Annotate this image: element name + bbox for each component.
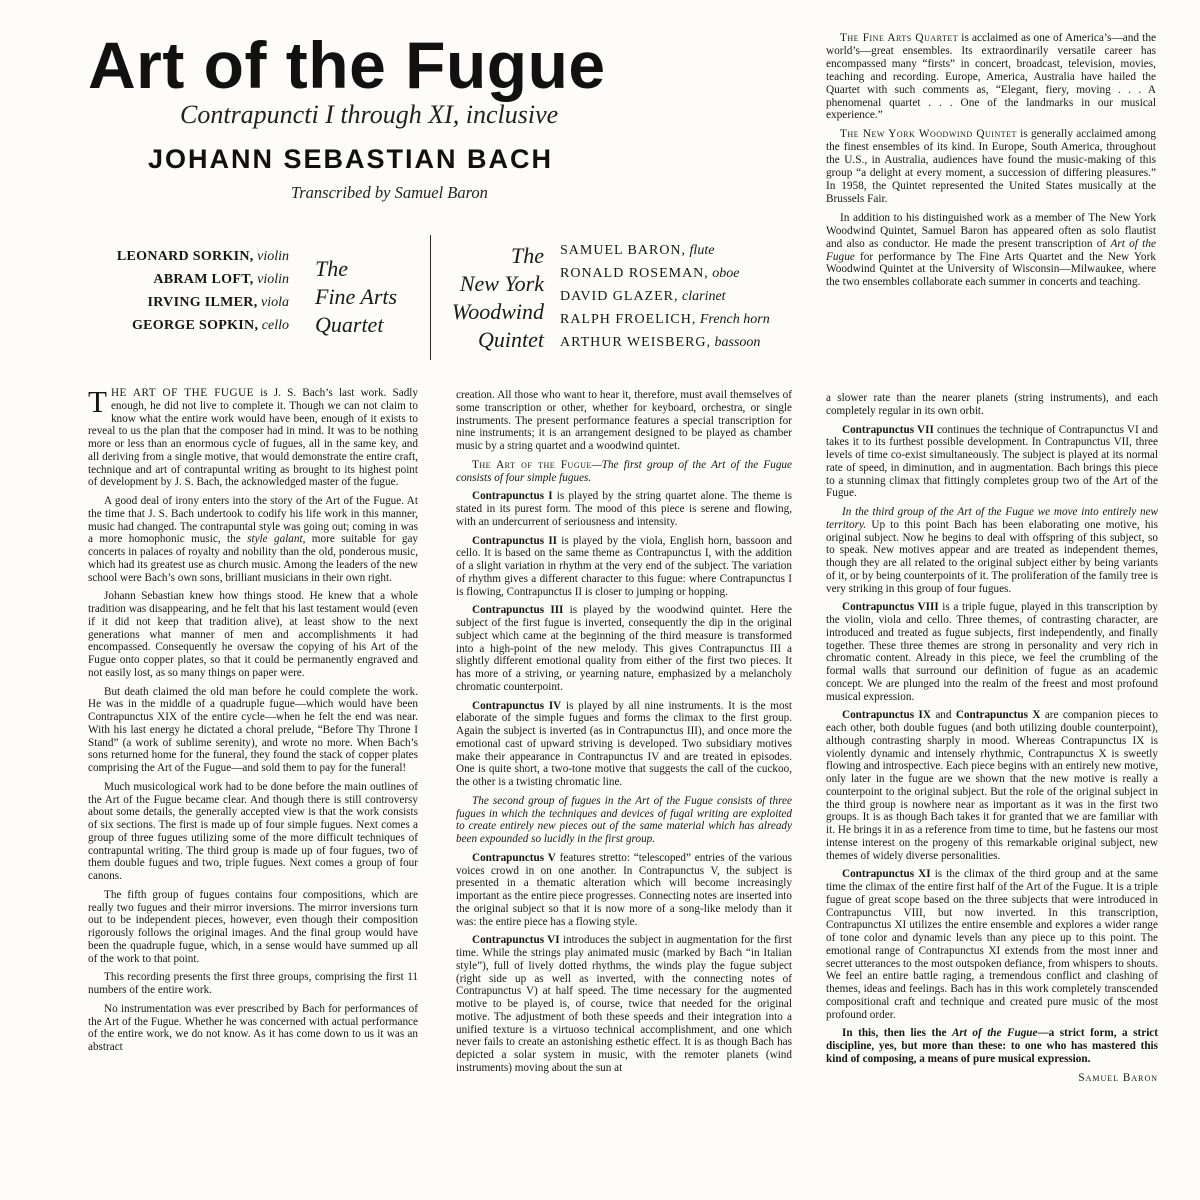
ensemble-name-line: New York: [459, 271, 544, 296]
notes-text: continues the technique of Contrapunctus VI and takes it to its furthest possible development. In Contrapunctus VII, three levels of time co-exist simultaneously. The subject is played at its normal rate of speed, in diminution, and in augmentation. Bach brings this piece to a stunning climax that fittingly completes group two of the Art of the Fugue.: [826, 423, 1159, 500]
member-line: [69, 291, 289, 314]
notes-text: features stretto: “telescoped” entries of the various voices crowd in on one another. In Contrapunctus V, the subject is presented in a thematic alteration which will become increasingly important as the entire piece progresses. Connecting notes are inserted into the original subject so that it is now more of a song-like melody than it was: the entire piece has a flowing style.: [456, 851, 792, 928]
notes-paragraph: [456, 700, 792, 789]
bio-paragraph: [826, 32, 1156, 122]
bio-lead: The New York Woodwind Quintet: [840, 128, 1017, 141]
notes-text: A good deal of irony enters into the story of the Art of the Fugue. At the time that J. S. Bach undertook to codify his life work in this manner, music had changed. The contrapuntal style was going out; coming in was a more homophonic music, the: [88, 495, 418, 546]
transcriber-credit: Transcribed by Samuel Baron: [291, 183, 488, 202]
notes-text: are companion pieces to each other, both double fugues (and both utilizing double counterpoint), although contrasting sharply in mood. Whereas Contrapunctus IX is violently dynamic and intensely rhythmic, Contrapunctus X is sweetly flowing and introspective. Each piece begins with an entirely new motive, only later in the fugue are we shown that the new motive is really a counterpoint to the original subject. But the role of the original subject in the third group is nowhere near as important as it was in the first two groups. It is as though Bach takes it for granted that we are familiar with it. He brings it in as a reference from time to time, but he fastens our most intense interest on the progeny of this remarkable original subject, new themes of widely diverse personalities.: [826, 709, 1158, 862]
ensemble-biographies: [826, 32, 1156, 295]
member-line: [560, 262, 820, 285]
ensemble-name-line: Quartet: [315, 312, 384, 337]
notes-paragraph: [826, 601, 1158, 703]
member-name: LEONARD SORKIN,: [116, 249, 254, 264]
drop-cap: T: [88, 384, 107, 419]
notes-paragraph: [826, 709, 1158, 862]
member-instrument: viola: [261, 295, 289, 310]
member-name: RALPH FROELICH,: [560, 312, 697, 327]
member-line: [69, 268, 289, 291]
bio-paragraph: [826, 128, 1156, 205]
contrapunctus-heading: Contrapunctus VII: [842, 423, 934, 436]
liner-notes-column-2: [456, 389, 792, 1081]
member-line: [69, 314, 289, 337]
notes-italic: —The first group of the Art of the Fugue consists of four simple fugues.: [456, 458, 792, 484]
member-name: ARTHUR WEISBERG,: [560, 335, 712, 350]
member-line: [560, 308, 820, 331]
bio-text: for performance by The Fine Arts Quartet and the New York Woodwind Quintet at the University of Wisconsin—Milwaukee, where the two ensembles collaborate each summer in concerts and teaching.: [826, 250, 1156, 289]
member-name: DAVID GLAZER,: [560, 289, 679, 304]
member-instrument: flute: [689, 243, 715, 258]
notes-paragraph: The second group of fugues in the Art of the Fugue consists of three fugues in which the techniques and devices of fugal writing are exploited to create entirely new pieces out of the same material which has already been expounded so lucidly in the first group.: [456, 794, 792, 845]
member-name: ABRAM LOFT,: [153, 272, 254, 287]
notes-text: is a triple fugue, played in this transcription by the violin, viola and cello. Three themes, of contrasting character, are introduced and treated as fugue subjects, first independently, and finally together. These three themes are strong in personality and very rich in chromatic content. Already in this piece, we feel the crumbling of the formal walls that surround our definition of fugue as an academic concept. We are plunged into the realm of the freest and most profound musical expression.: [826, 601, 1158, 703]
contrapunctus-heading: Contrapunctus I: [472, 490, 553, 503]
contrapunctus-heading: Contrapunctus XI: [842, 868, 931, 881]
notes-text: —a strict form, a strict discipline, yes, but more than these: to one who has mastered this kind of composing, a means of pure musical expression.: [826, 1027, 1158, 1065]
contrapunctus-heading: Contrapunctus III: [472, 604, 564, 617]
ensemble-name-line: The: [511, 243, 544, 268]
notes-text: Up to this point Bach has been elaborating one motive, his original subject. Now he begins to deal with offspring of this subject, so to speak. New motives appear and are treated as independent themes, though they are all related to the original subject either by being variants of it, or by being counterpoints of it. The proliferation of the family tree is very striking in this group of four fugues.: [826, 518, 1158, 595]
member-line: [560, 285, 820, 308]
notes-paragraph: creation. All those who want to hear it, therefore, must avail themselves of some transcription or other, whether for keyboard, orchestra, or single instruments. The present performance features a special transcription for nine instruments; it is an arrangement designed to be played as chamber music by a string quartet and a woodwind quintet.: [456, 389, 792, 452]
member-name: SAMUEL BARON,: [560, 243, 687, 258]
fine-arts-quartet-members: [69, 245, 289, 337]
notes-text: is the climax of the third group and at the same time the climax of the entire first half of the Art of the Fugue. It is a triple fugue of great scope based on the three subjects that were introduced in Contrapunctus VIII, but now inverted. In this transcription, Contrapunctus XI utilizes the entire ensemble and explores a wider range of tone color and dynamic levels than any piece up to this point. The emotional range of Contrapunctus XI extends from the most inner and secret utterances to the most outspoken defiance, from whispers to shouts. We feel an entire battle raging, a tremendous conflict and clashing of themes, ideas and feelings. Bach has in this work completely transcended compositional craft and technique and created pure music of the most profound order.: [826, 868, 1159, 1021]
notes-paragraph: [456, 490, 792, 528]
notes-paragraph: But death claimed the old man before he could complete the work. He was in the middle of a quadruple fugue—which would have been Contrapunctus XIX of the entire cycle—when he felt the end was near. With his last energy he dictated a choral prelude, “Before Thy Throne I Stand” (a work of sublime serenity), and wrote no more. When Bach’s sons returned home for the funeral, they found the stack of copper plates comprising the Art of the Fugue—and sold them to pay for the funeral!: [88, 685, 418, 774]
contrapunctus-heading: Contrapunctus VI: [472, 934, 560, 947]
bio-title-ref: Art of the Fugue: [826, 237, 1156, 263]
contrapunctus-heading: Contrapunctus V: [472, 851, 556, 864]
bio-text: is generally acclaimed among the finest ensembles of its kind. In Europe, South America, throughout the U.S., in Australia, audiences have found the music-making of this group “a delight at every moment, a succession of differing pleasures.” In 1958, the Quintet represented the United States musically at the Brussels Fair.: [826, 128, 1157, 205]
notes-text: In this, then lies the: [842, 1027, 952, 1040]
contrapunctus-heading: Contrapunctus IV: [472, 699, 562, 712]
member-name: GEORGE SOPKIN,: [131, 318, 259, 333]
member-instrument: French horn: [699, 312, 770, 327]
notes-text: , more suitable for gay concerts in palaces of royalty and nobility than the old, ponderous music, which had its greatest use as church music. Among the leaders of the new school were Bach’s own sons, brilliant musicians in their own right.: [88, 533, 419, 584]
notes-paragraph: [456, 459, 792, 485]
ensemble-name-line: The: [315, 256, 348, 281]
ensemble-name-line: Fine Arts: [315, 284, 398, 309]
contrapunctus-heading: Contrapunctus VIII: [842, 601, 939, 614]
notes-paragraph: [826, 868, 1158, 1021]
bio-lead: The Fine Arts Quartet: [840, 32, 959, 44]
fine-arts-quartet-name: [315, 255, 425, 339]
notes-paragraph: [456, 934, 792, 1074]
member-line: [560, 331, 820, 354]
notes-paragraph: No instrumentation was ever prescribed by Bach for performances of the Art of the Fugue. Whether he was concerned with actual performance of the entire work, we do not know. As it has come down to us it was an abstract: [88, 1002, 418, 1053]
notes-text: and: [930, 709, 956, 722]
contrapunctus-heading: Contrapunctus X: [955, 709, 1041, 722]
bio-text: is acclaimed as one of America’s—and the world’s—great ensembles. Its extraordinarily versatile career has encompassed many “firsts” in concert, broadcast, television, movies, teaching and recording. Europe, America, Australia have hailed the Quartet with such comments as, “Elegant, fiery, moving . . . A phenomenal quartet . . . One of the landmarks in our musical experience.”: [826, 32, 1156, 122]
bio-text: In addition to his distinguished work as a member of The New York Woodwind Quintet, Samuel Baron has appeared often as solo flautist and also as conductor. He made the present transcription of: [826, 211, 1156, 250]
notes-paragraph: [88, 495, 418, 584]
member-name: IRVING ILMER,: [147, 295, 258, 310]
notes-text: is played by the woodwind quintet. Here the subject of the first fugue is inverted, consequently the dip in the original subject which came at the beginning of the third measure is transformed into a high-point of the new melody. This gives Contrapunctus III a slightly different emotional quality from either of the first two pieces. It has more of a striving, or yearning nature, emphasized by a melancholy chromatic counterpoint.: [456, 604, 792, 693]
notes-paragraph: [456, 535, 792, 599]
ensemble-name-line: Quintet: [478, 327, 544, 352]
author-signature: Samuel Baron: [1078, 1071, 1158, 1084]
notes-paragraph: The fifth group of fugues contains four compositions, which are really two fugues and their mirror inversions. The mirror inversions turn out to be independent pieces, however, even though their composition rigorously follows the original images. And the final group would have been the quadruple fugue, which, in a sense would have summed up all of the work to that point.: [88, 888, 418, 965]
notes-paragraph: [826, 424, 1158, 501]
woodwind-quintet-members: [560, 239, 820, 354]
notes-italic: Art of the Fugue: [951, 1027, 1038, 1040]
notes-text: introduces the subject in augmentation for the first time. While the strings play animated music (marked by Bach “in Italian style”), full of lively dotted rhythms, the winds play the fugue subject (right side up as well as inverted, with the connecting notes of Contrapunctus V) at half speed. The time necessary for the augmented motive to be played is, of course, twice that needed for the original motive. The adjustment of both these speeds and their integration into a unified texture is a virtuoso technical accomplishment, and one which never fails to create an astonishing esthetic effect. It is as though Bach has depicted a solar system in music, with the remoter planets (wind instruments) moving about the sun at: [456, 934, 792, 1074]
member-instrument: bassoon: [714, 335, 761, 350]
member-instrument: clarinet: [682, 289, 726, 304]
notes-paragraph: a slower rate than the nearer planets (string instruments), and each completely regular in its own orbit.: [826, 392, 1158, 417]
notes-text: is played by the viola, English horn, bassoon and cello. It is based on the same theme as Contrapunctus I, with the addition of a slight variation in rhythm at the very end of the subject. The variation of rhythm gives a different character to this fugue: where Contrapunctus I is flowing, Contrapunctus II is closer to jumping or hopping.: [456, 534, 792, 598]
notes-paragraph: [88, 384, 419, 489]
album-title: Art of the Fugue: [88, 28, 606, 102]
notes-paragraph: This recording presents the first three groups, comprising the first 11 numbers of the entire work.: [88, 971, 418, 996]
notes-paragraph: [826, 506, 1158, 595]
liner-notes-column-1: [88, 384, 419, 1060]
contrapunctus-heading: Contrapunctus IX: [842, 709, 931, 722]
ensemble-name-line: Woodwind: [451, 299, 544, 324]
notes-italic: In the third group of the Art of the Fugue we move into entirely new territory.: [826, 506, 1158, 531]
member-instrument: violin: [257, 272, 289, 287]
member-instrument: violin: [257, 249, 289, 264]
member-instrument: cello: [261, 318, 289, 333]
member-line: [560, 239, 820, 262]
notes-paragraph: [456, 604, 792, 693]
notes-text: is J. S. Bach’s last work. Sadly enough, he did not live to complete it. Though we can not claim to know what the entire work would have been, enough of it exists to reveal to us the plan that the composer had in mind. It was to be nothing more or less than an enormous cycle of fugues, all in the same key, and all deriving from a single motive, that would demonstrate the entire craft, technique and art of contrapuntal writing as brought to its highest point of development by J. S. Bach, the acknowledged master of the fugue.: [88, 387, 419, 489]
notes-paragraph: [826, 1027, 1158, 1065]
member-line: [69, 245, 289, 268]
notes-italic: style galant: [247, 533, 303, 546]
member-name: RONALD ROSEMAN,: [560, 266, 709, 281]
bio-paragraph: [826, 212, 1156, 289]
notes-paragraph: [456, 852, 792, 929]
ensemble-divider: [430, 235, 431, 360]
contrapunctus-heading: Contrapunctus II: [472, 534, 558, 547]
notes-paragraph: Much musicological work had to be done before the main outlines of the Art of the Fugue became clear. And though there is still controversy about some details, the generally accepted view is that the work consists of six sections. The first is made up of four simple fugues. Next comes a group of three fugues utilizing some of the more difficult techniques of contrapuntal writing. The third group is made up of four fugues, two of them double fugues and two, triple fugues. Next comes a group of four canons.: [88, 780, 418, 882]
notes-lead: HE ART OF THE FUGUE: [110, 387, 255, 399]
notes-paragraph: Johann Sebastian knew how things stood. He knew that a whole tradition was disappearing, and he felt that his last testament would (even if it did not keep that tradition alive), at least show to the next generations what manner of men and accomplishments it had encompassed. Consequently he oversaw the copying of his Art of the Fugue onto copper plates, so that it could be permanently engraved and not easily lost, as so many things on paper were.: [88, 590, 418, 679]
member-instrument: oboe: [712, 266, 740, 281]
album-subtitle: Contrapuncti I through XI, inclusive: [180, 100, 559, 129]
notes-text: is played by all nine instruments. It is the most elaborate of the simple fugues and forms the climax to the first group. Again the subject is inverted (as in Contrapunctus III), and once more the emotional cast of upward striving is developed. Two subsidiary motives make their appearance in Contrapunctus IV and are treated in episodes. One is quite short, a two-tone motive that suggests the call of the cuckoo, the other is a twisting chromatic line.: [456, 699, 793, 788]
notes-lead: The Art of the Fugue: [472, 458, 592, 471]
woodwind-quintet-name: [444, 242, 544, 354]
composer-name: JOHANN SEBASTIAN BACH: [148, 144, 554, 174]
liner-notes-column-3: [826, 392, 1158, 1084]
notes-text: is played by the string quartet alone. The theme is stated in its purest form. The mood of this piece is serene and flowing, with an undercurrent of seriousness and intensity.: [456, 490, 792, 528]
